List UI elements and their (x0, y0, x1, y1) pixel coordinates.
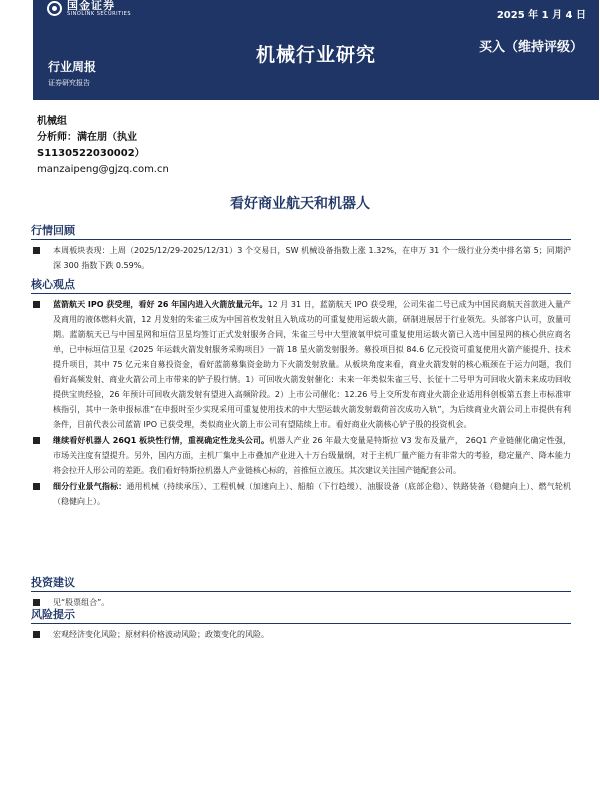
section-title: 风险提示 (31, 606, 571, 624)
logo-icon (47, 1, 62, 16)
analyst-name: 分析师：满在朋（执业 (37, 132, 137, 143)
section-core (31, 276, 571, 509)
item-lead: 细分行业景气指标： (53, 482, 127, 491)
list-item (31, 433, 571, 478)
section-title: 核心观点 (31, 276, 571, 294)
item-lead: 蓝箭航天 IPO 获受理，看好 26 年国内进入火箭放量元年。 (53, 300, 268, 309)
report-type: 证券研究报告 (48, 79, 90, 87)
item-text: 12 月 31 日，蓝箭航天 IPO 获受理，公司朱雀二号已成为中国民商航天首款进入量产及商用的液体燃料火箭，12 月发射的朱雀三成为中国首枚发射且入轨成功的可重复使用运载火箭，研制进展居于行业领先。头部客户认可，放量可期。蓝箭航天已与中国星网和垣信卫星均签订正式发射服务合同，朱雀三号中大型液氧甲烷可重复使用运载火箭已入选中国星网的核心供应商名单，已中标垣信卫星《2025 年运载火箭发射服务采购项目》一箭 18 星火箭发射服务。募投项目拟 84.6 亿元投资可重复使用火箭产能提升、技术提升项目，其中 75 亿元来自募投资金，看好蓝箭募集资金助力下火箭发射放量。从板块角度来看，商业火箭发射的核心瓶颈在于运力问题，我们看好高频发射、商业火箭公司上市带来的铲子股行情。1）可回收火箭发射催化：未来一年类似朱雀三号、长征十二号甲为可回收火箭未来成功回收提供宝贵经验，26 年预计可回收火箭发射有望进入高频阶段。2）上市公司催化：12.26 号上交所发布商业火箭企业适用科创板第五套上市标准审核指引，其中一条申报标准“在申报时至少实现采用可重复使用技术的中大型运载火箭发射载荷首次成功入轨”，为后续商业火箭公司上市提供有利条件，目前代表公司蓝箭 IPO 已获受理，类似商业火箭上市公司有望陆续上市。看好商业火箭核心铲子股的投资机会。 (53, 300, 571, 429)
square-bullet-icon (33, 301, 40, 308)
analyst-info (37, 114, 169, 178)
logo-name-en: SINOLINK SECURITIES (67, 11, 131, 17)
header-banner (33, 0, 599, 100)
section-risk (31, 606, 571, 642)
analyst-group: 机械组 (37, 116, 67, 127)
list-item: 宏观经济变化风险；原材料价格波动风险；政策变化的风险。 (31, 627, 571, 642)
square-bullet-icon (33, 247, 40, 254)
section-review (31, 222, 571, 273)
list-item (31, 479, 571, 509)
item-text: 通用机械（持续承压）、工程机械（加速向上）、船舶（下行趋缓）、油服设备（底部企稳）、铁路装备（稳健向上）、燃气轮机（稳健向上）。 (53, 482, 571, 506)
section-advice (31, 574, 571, 610)
square-bullet-icon (33, 599, 40, 606)
analyst-email[interactable]: manzaipeng@gjzq.com.cn (37, 164, 169, 175)
list-item: 本周板块表现：上周（2025/12/29-2025/12/31）3 个交易日，SW 机械设备指数上涨 1.32%，在申万 31 个一级行业分类中排名第 5；同期沪深 300 指数下跌 0.59%。 (31, 243, 571, 273)
list-item (31, 297, 571, 432)
section-title: 行情回顾 (31, 222, 571, 240)
analyst-license: S1130522030002） (37, 148, 145, 159)
square-bullet-icon (33, 437, 40, 444)
company-logo (47, 0, 131, 17)
list-item: 见“股票组合”。 (31, 595, 571, 610)
item-text: 机器人产业 26 年最大变量是特斯拉 V3 发布及量产， 26Q1 产业链催化确定性强，市场关注度有望提升。另外，国内方面，主机厂集中上市叠加产业进入十万台级量纲，对于主机厂量产能力有非常大的考验，稳定量产、降本能力将会拉开人形公司的差距。我们看好特斯拉机器人产业链核心标的，首推恒立液压。其次建议关注国产链配套公司。 (53, 436, 571, 475)
logo-name-cn: 国金证券 (67, 0, 115, 12)
report-title: 机械行业研究 (255, 44, 376, 66)
main-title: 看好商业航天和机器人 (230, 196, 370, 212)
item-lead: 继续看好机器人 26Q1 板块性行情，重视确定性龙头公司。 (53, 436, 270, 445)
report-date: 2025 年 1 月 4 日 (496, 10, 586, 21)
rating-badge: 买入（维持评级） (478, 40, 583, 55)
square-bullet-icon (33, 483, 40, 490)
section-title: 投资建议 (31, 574, 571, 592)
report-kind: 行业周报 (48, 60, 97, 74)
square-bullet-icon (33, 631, 40, 638)
